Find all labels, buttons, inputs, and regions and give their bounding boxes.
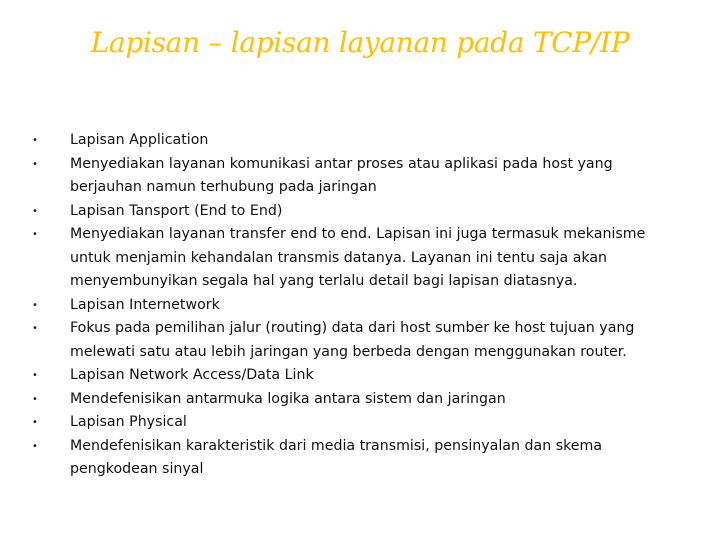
bullet-dot-icon: •	[32, 440, 38, 452]
bullet-text: Mendefenisikan antarmuka logika antara sistem dan jaringan	[70, 390, 506, 407]
bullet-dot-icon: •	[32, 393, 38, 405]
bullet-text: Lapisan Physical	[70, 414, 187, 430]
bullet-dot-icon: •	[32, 135, 38, 146]
bullet-dot-icon: •	[32, 299, 38, 311]
bullet-text: Lapisan Tansport (End to End)	[70, 202, 283, 219]
bullet-text: Mendefenisikan karakteristik dari media transmisi, pensinyalan dan skema pengkodean sinyal	[70, 437, 603, 477]
bullet-dot-icon: •	[32, 229, 38, 240]
bullet-item	[30, 153, 670, 200]
bullet-dot-icon: •	[32, 205, 38, 217]
bullet-text: Lapisan Network Access/Data Link	[70, 367, 314, 383]
bullet-item	[30, 364, 670, 388]
bullet-text: Fokus pada pemilihan jalur (routing) data dari host sumber ke host tujuan yang melewati satu atau lebih jaringan yang berbeda dengan menggunakan router.	[70, 320, 635, 360]
bullet-item	[30, 129, 670, 153]
bullet-text: Menyediakan layanan komunikasi antar proses atau aplikasi pada host yang berjauhan namun terhubung pada jaringan	[70, 155, 613, 195]
bullet-text: Menyediakan layanan transfer end to end. Lapisan ini juga termasuk mekanisme untuk menjamin kehandalan transmis datanya. Layanan ini tentu saja akan menyembunyikan segala hal yang terlalu detail bagi lapisan diatasnya.	[70, 226, 646, 289]
slide-title: Lapisan – lapisan layanan pada TCP/IP	[90, 26, 630, 59]
bullet-item	[30, 317, 670, 364]
bullet-item	[30, 200, 670, 224]
bullet-dot-icon: •	[32, 370, 38, 381]
bullet-text: Lapisan Application	[70, 132, 209, 148]
bullet-dot-icon: •	[32, 323, 38, 334]
bullet-item	[30, 411, 670, 435]
bullet-list	[30, 129, 670, 482]
bullet-item	[30, 223, 670, 294]
bullet-item	[30, 388, 670, 412]
bullet-item	[30, 294, 670, 318]
bullet-text: Lapisan Internetwork	[70, 296, 220, 313]
bullet-item	[30, 435, 670, 482]
bullet-dot-icon: •	[32, 158, 38, 170]
bullet-dot-icon: •	[32, 417, 38, 428]
